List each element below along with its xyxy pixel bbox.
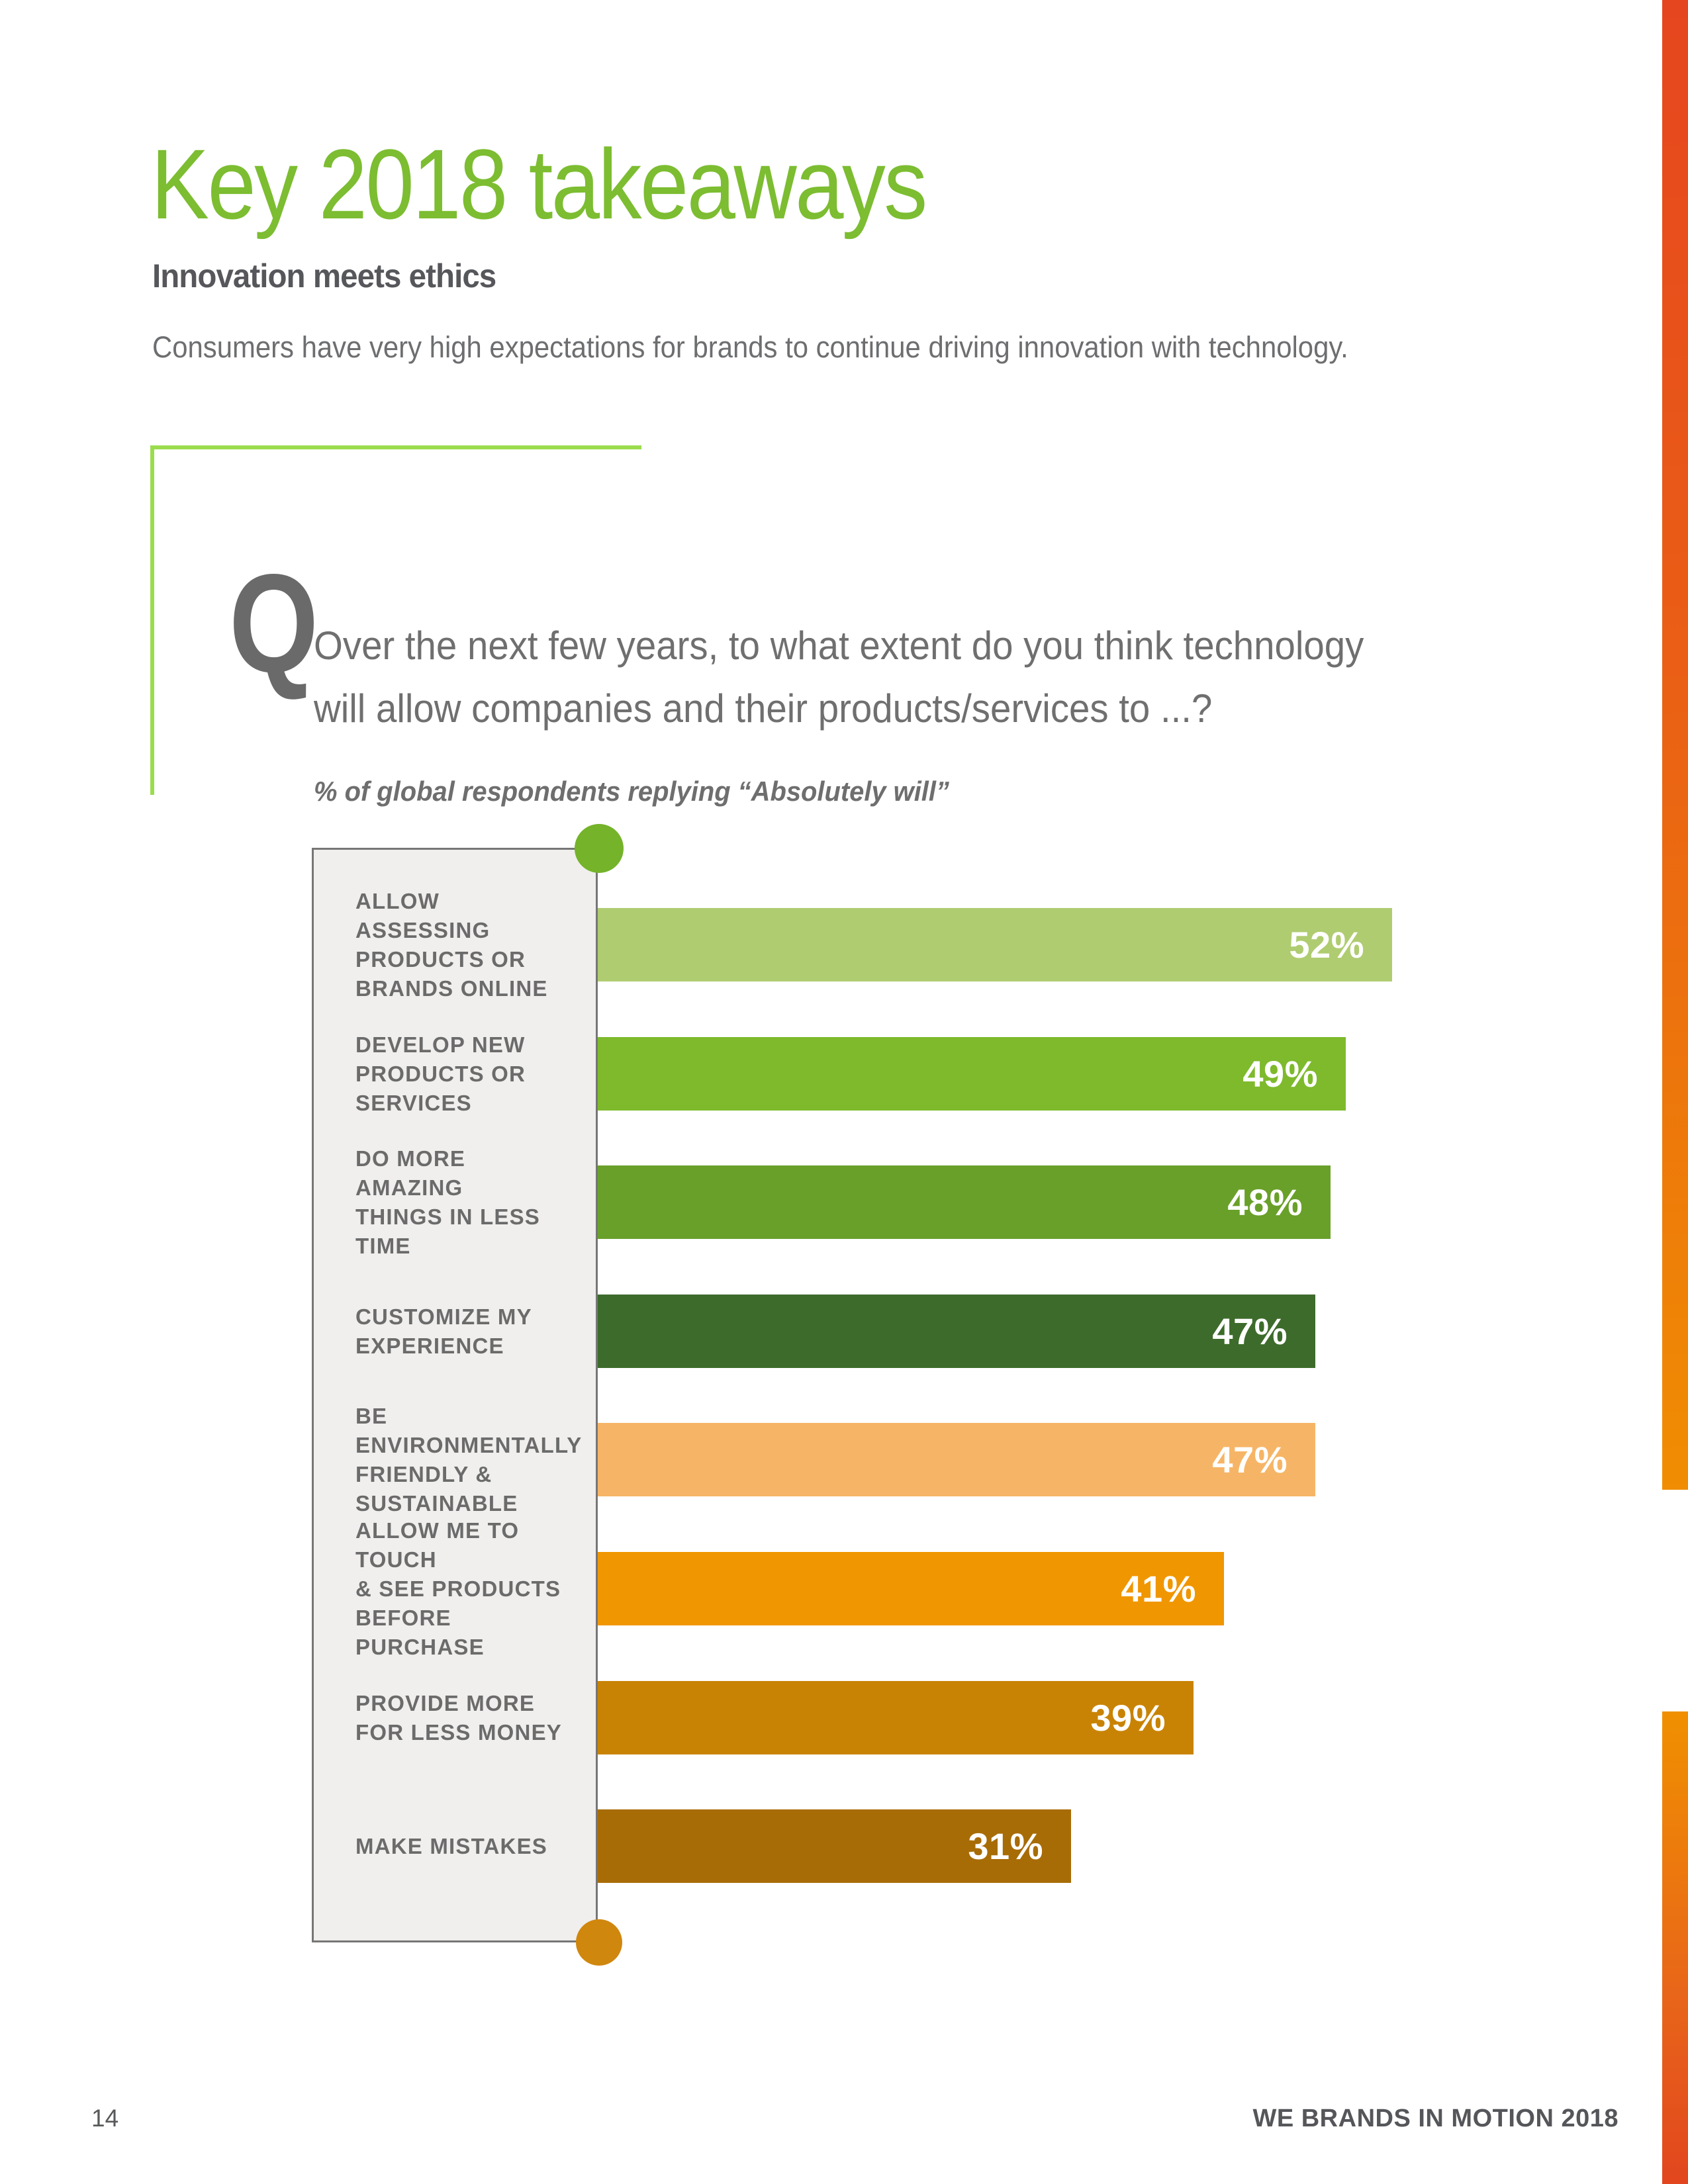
footer-page-number: 14 [91, 2105, 119, 2132]
bar [598, 1681, 1194, 1754]
chart-row [312, 1681, 1450, 1754]
chart-row [312, 1295, 1450, 1368]
chart-row [312, 888, 1450, 1001]
bar-value-label: 47% [1212, 1439, 1288, 1480]
bar-value-label: 48% [1227, 1181, 1303, 1223]
category-label [355, 1032, 574, 1115]
category-label [355, 1681, 574, 1754]
category-label-line: PROVIDE MORE [355, 1690, 536, 1715]
category-label-line: DEVELOP NEW [355, 1032, 526, 1057]
callout-left-line [150, 445, 154, 795]
question-text [314, 614, 1364, 740]
category-label [355, 1809, 574, 1883]
category-label-line: BE ENVIRONMENTALLY [355, 1403, 583, 1457]
category-label-line: ALLOW ASSESSING [355, 888, 491, 942]
category-label-line: ALLOW ME TO TOUCH [355, 1518, 520, 1572]
bar [598, 1552, 1224, 1625]
category-label-line: PRODUCTS OR [355, 946, 526, 972]
category-label-line: FOR LESS MONEY [355, 1719, 562, 1745]
category-label-line: SUSTAINABLE [355, 1490, 518, 1516]
category-label-line: EXPERIENCE [355, 1333, 504, 1358]
bar [598, 908, 1392, 981]
bar-chart [312, 848, 1450, 1942]
bar-value-label: 41% [1121, 1568, 1196, 1610]
chart-label-panel [312, 848, 598, 1942]
question-mark-label: Q [229, 545, 319, 702]
page-subtitle: Innovation meets ethics [152, 257, 496, 295]
category-label [355, 1295, 574, 1368]
category-label [355, 1146, 574, 1258]
category-label-line: PRODUCTS OR [355, 1061, 526, 1086]
bar-value-label: 31% [968, 1825, 1043, 1867]
category-label [355, 888, 574, 1001]
category-label-line: BRANDS ONLINE [355, 976, 548, 1001]
category-label-line: THINGS IN LESS TIME [355, 1204, 540, 1258]
question-text-line: Over the next few years, to what extent do you think technology [314, 623, 1364, 668]
bar-value-label: 52% [1289, 924, 1364, 966]
accent-stripe-top [1662, 0, 1688, 1490]
question-text-line: will allow companies and their products/services to ...? [314, 686, 1213, 731]
category-label [355, 1518, 574, 1659]
bar [598, 1295, 1315, 1368]
bar [598, 1809, 1071, 1883]
category-label-line: FRIENDLY & [355, 1461, 492, 1486]
bar [598, 1037, 1346, 1111]
category-label-line: BEFORE PURCHASE [355, 1605, 485, 1659]
chart-row [312, 1809, 1450, 1883]
chart-row [312, 1032, 1450, 1115]
category-label-line: MAKE MISTAKES [355, 1833, 547, 1858]
chart-note: % of global respondents replying “Absolutely will” [314, 776, 949, 807]
chart-row [312, 1403, 1450, 1516]
bar-value-label: 47% [1212, 1310, 1288, 1352]
bar [598, 1423, 1315, 1496]
chart-row [312, 1518, 1450, 1659]
category-label-line: DO MORE AMAZING [355, 1146, 466, 1200]
bar-value-label: 39% [1090, 1697, 1166, 1739]
chart-row [312, 1146, 1450, 1258]
page-title: Key 2018 takeaways [151, 128, 926, 240]
footer-report-title: WE BRANDS IN MOTION 2018 [1252, 2105, 1618, 2132]
chart-end-dot-icon [576, 1919, 622, 1966]
chart-start-dot-icon [575, 824, 624, 873]
category-label-line: CUSTOMIZE MY [355, 1304, 532, 1329]
bar-value-label: 49% [1243, 1053, 1318, 1095]
category-label-line: SERVICES [355, 1090, 472, 1115]
category-label-line: & SEE PRODUCTS [355, 1576, 561, 1601]
bar [598, 1165, 1331, 1239]
accent-stripe-bottom [1662, 1711, 1688, 2184]
category-label [355, 1403, 583, 1516]
intro-text: Consumers have very high expectations for brands to continue driving innovation with technology. [152, 330, 1348, 364]
callout-top-line [150, 445, 641, 449]
